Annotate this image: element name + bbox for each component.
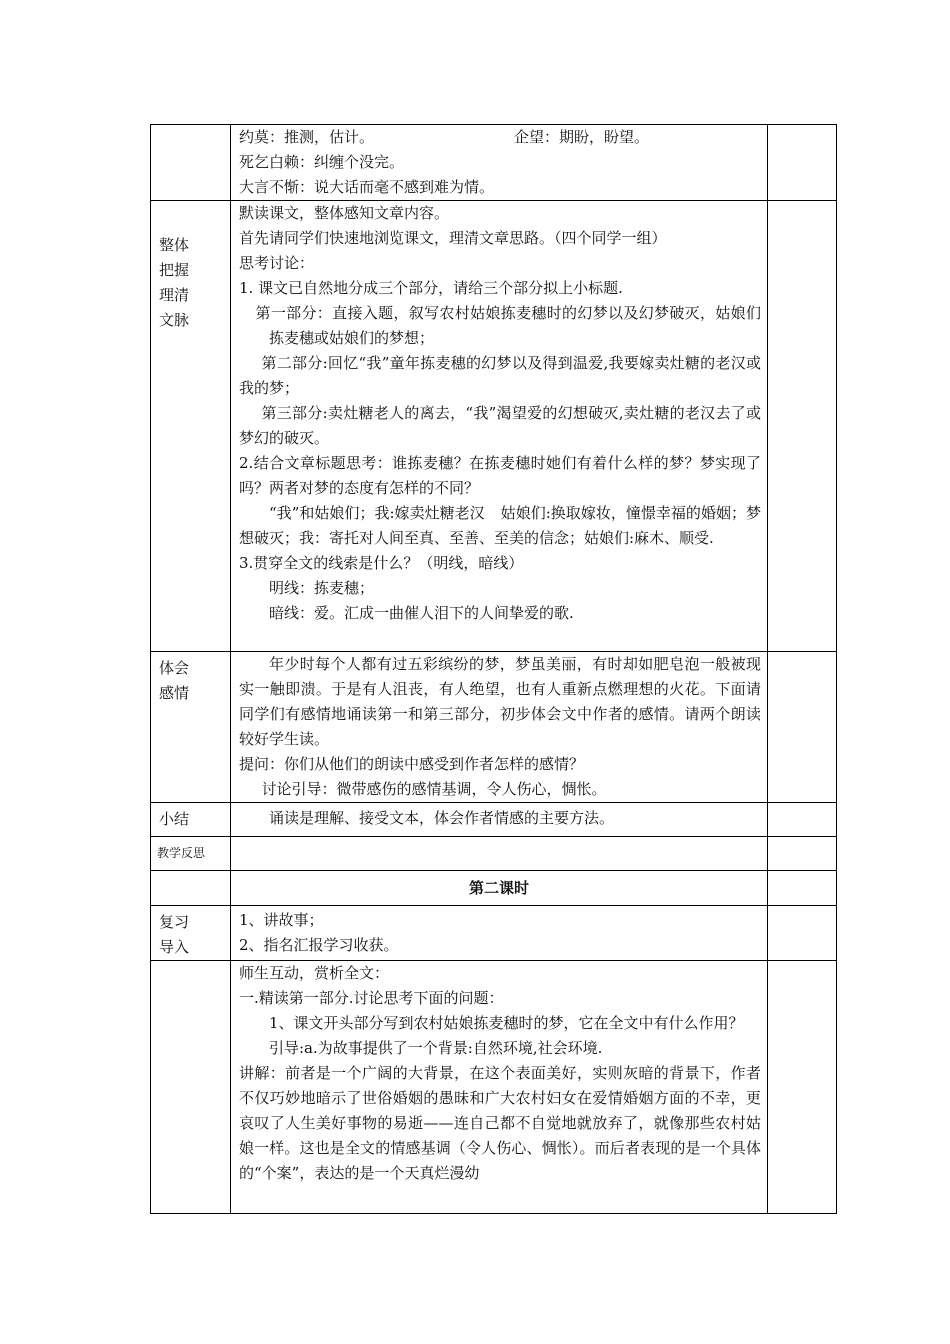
feeling-side-cell xyxy=(768,652,837,803)
overview-label-2: 把握 xyxy=(159,261,190,279)
overview-p2: 首先请同学们快速地浏览课文，理清文章思路。（四个同学一组） xyxy=(239,229,667,247)
vocab-content-cell xyxy=(231,125,768,201)
review-item-1: 1、讲故事； xyxy=(239,911,324,929)
overview-label-1: 整体 xyxy=(159,236,190,254)
vocab-yuemo: 约莫：推测，估计。 xyxy=(239,128,375,146)
feeling-label-2: 感情 xyxy=(159,684,190,702)
feeling-question: 提问：你们从他们的朗读中感受到作者怎样的感情？ xyxy=(239,755,585,773)
review-label-1: 复习 xyxy=(159,913,190,931)
overview-label-3: 理清 xyxy=(159,286,190,304)
overview-implicit-clue: 暗线：爱。汇成一曲催人泪下的人间挚爱的歌. xyxy=(269,604,574,622)
overview-label-cell xyxy=(151,201,231,652)
summary-side-cell xyxy=(768,803,837,837)
overview-label-4: 文脉 xyxy=(159,311,190,329)
vocab-dayanbucan: 大言不惭：说大话而毫不感到难为情。 xyxy=(239,178,495,196)
overview-side-cell xyxy=(768,201,837,652)
overview-part2: 第二部分:回忆“我”童年拣麦穗的幻梦以及得到温爱,我要嫁卖灶糖的老汉或我的梦； xyxy=(239,354,761,397)
reflection-side-cell xyxy=(768,837,837,871)
overview-content-cell xyxy=(231,201,768,652)
analysis-p2: 一.精读第一部分.讨论思考下面的问题： xyxy=(239,989,504,1007)
overview-explicit-clue: 明线：拣麦穗； xyxy=(269,579,375,597)
reflection-label: 教学反思 xyxy=(151,837,231,871)
feeling-label-cell xyxy=(151,652,231,803)
summary-row xyxy=(151,803,837,837)
overview-answer2a: “我”和姑娘们；我:嫁卖灶糖老汉 xyxy=(269,504,485,522)
reflection-content-cell xyxy=(231,837,768,871)
summary-label: 小结 xyxy=(151,803,231,837)
lesson2-heading: 第二课时 xyxy=(231,871,768,906)
analysis-label-cell xyxy=(151,961,231,1214)
overview-answer2b: 姑娘们:换取嫁妆，憧憬幸福的婚姻；梦想破灭；我：寄托对人间至真、至善、至美的信念；姑娘们:麻木、顺受. xyxy=(239,504,761,547)
review-item-2: 2、指名汇报学习收获。 xyxy=(239,936,399,954)
review-label-2: 导入 xyxy=(159,938,190,956)
vocab-row xyxy=(151,125,837,201)
feeling-content-cell xyxy=(231,652,768,803)
analysis-guide: 引导:a.为故事提供了一个背景:自然环境,社会环境. xyxy=(269,1039,603,1057)
overview-q2: 2.结合文章标题思考：谁拣麦穗？在拣麦穗时她们有着什么样的梦？梦实现了吗？两者对梦的态度有怎样的不同？ xyxy=(239,454,761,497)
analysis-question: 1、课文开头部分写到农村姑娘拣麦穗时的梦，它在全文中有什么作用？ xyxy=(269,1014,744,1032)
overview-p4: 1. 课文已自然地分成三个部分，请给三个部分拟上小标题. xyxy=(239,279,623,297)
analysis-side-cell xyxy=(768,961,837,1214)
feeling-row xyxy=(151,652,837,803)
summary-text: 诵读是理解、接受文本，体会作者情感的主要方法。 xyxy=(269,809,615,827)
overview-p3: 思考讨论： xyxy=(239,254,315,272)
overview-row xyxy=(151,201,837,652)
review-label-cell xyxy=(151,906,231,961)
vocab-siqibailai: 死乞白赖：纠缠个没完。 xyxy=(239,153,405,171)
analysis-content-cell xyxy=(231,961,768,1214)
lesson2-label-cell xyxy=(151,871,231,906)
reflection-row xyxy=(151,837,837,871)
overview-part3: 第三部分:卖灶糖老人的离去，“我”渴望爱的幻想破灭,卖灶糖的老汉去了或梦幻的破灭。 xyxy=(239,404,761,447)
overview-q3: 3.贯穿全文的线索是什么？（明线，暗线） xyxy=(239,554,524,572)
analysis-row xyxy=(151,961,837,1214)
lesson2-heading-row xyxy=(151,871,837,906)
lesson2-side-cell xyxy=(768,871,837,906)
analysis-p1: 师生互动，赏析全文： xyxy=(239,964,390,982)
feeling-label-1: 体会 xyxy=(159,659,190,677)
lesson-plan-table xyxy=(150,124,837,1214)
overview-p1: 默读课文，整体感知文章内容。 xyxy=(239,204,450,222)
summary-content-cell xyxy=(231,803,768,837)
analysis-explanation: 讲解：前者是一个广阔的大背景，在这个表面美好，实则灰暗的背景下，作者不仅巧妙地暗示了世俗婚姻的愚昧和广大农村妇女在爱情婚姻方面的不幸，更哀叹了人生美好事物的易逝——连自己都不自觉地就放弃了，就像那些农村姑娘一样。这也是全文的情感基调（令人伤心、惆怅）。而后者表现的是一个具体的“个案”，表达的是一个天真烂漫幼 xyxy=(239,1064,761,1182)
overview-part1: 第一部分：直接入题，叙写农村姑娘拣麦穗时的幻梦以及幻梦破灭，姑娘们拣麦穗或姑娘们的梦想； xyxy=(255,304,761,347)
vocab-label-cell xyxy=(151,125,231,201)
vocab-side-cell xyxy=(768,125,837,201)
review-row xyxy=(151,906,837,961)
vocab-qiwang: 企望：期盼，盼望。 xyxy=(514,128,650,146)
feeling-p1: 年少时每个人都有过五彩缤纷的梦，梦虽美丽，有时却如肥皂泡一般被现实一触即溃。于是有人沮丧，有人绝望，也有人重新点燃理想的火花。下面请同学们有感情地诵读第一和第三部分，初步体会文中作者的感情。请两个朗读较好学生读。 xyxy=(239,655,761,748)
review-side-cell xyxy=(768,906,837,961)
feeling-guide: 讨论引导：微带感伤的感情基调，令人伤心，惆怅。 xyxy=(261,780,607,798)
review-content-cell xyxy=(231,906,768,961)
